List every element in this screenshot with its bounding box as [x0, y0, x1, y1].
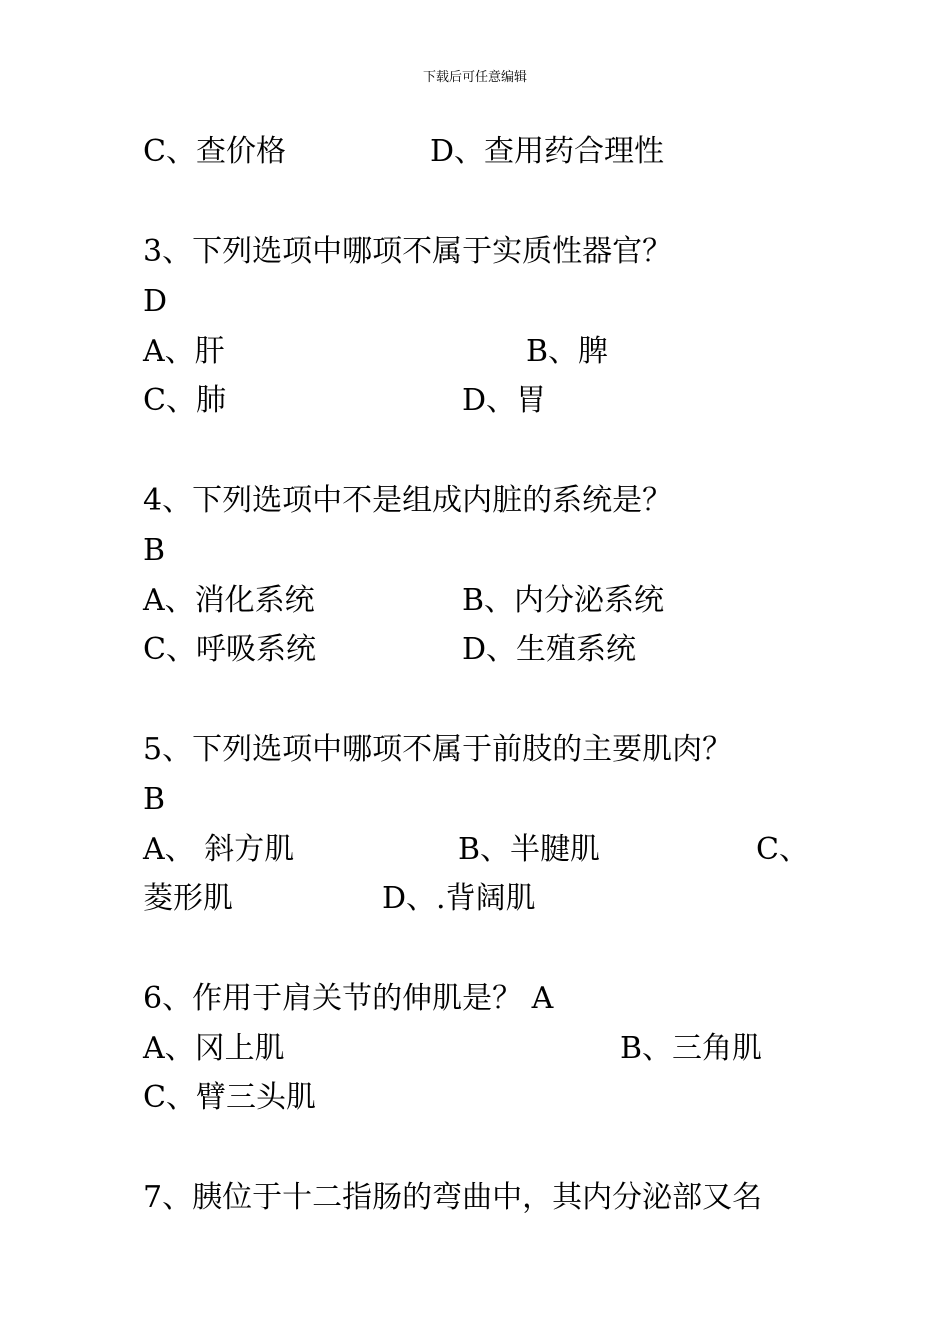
q6-option-c: C、臂三头肌: [143, 1080, 316, 1115]
q5-answer: B: [143, 782, 166, 817]
q3-answer: D: [143, 284, 168, 319]
q3-question: 3、下列选项中哪项不属于实质性器官？: [143, 234, 673, 269]
q6-option-b: B、三角肌: [620, 1031, 763, 1066]
q3-option-b: B、脾: [526, 334, 609, 369]
q6-question: 6、作用于肩关节的伸肌是？ A: [143, 981, 554, 1016]
q4-option-a: A、消化系统: [143, 583, 315, 618]
q4-option-d: D、生殖系统: [462, 632, 637, 667]
q2-option-c: C、查价格: [143, 134, 286, 169]
q5-option-c-prefix: C、: [756, 832, 809, 867]
q3-option-c: C、肺: [143, 383, 226, 418]
q3-option-a: A、肝: [143, 334, 225, 369]
q5-option-d: D、.背阔肌: [382, 881, 536, 916]
q5-option-a: A、 斜方肌: [143, 832, 295, 867]
q5-question: 5、下列选项中哪项不属于前肢的主要肌肉？: [143, 732, 733, 767]
q2-option-d: D、查用药合理性: [430, 134, 665, 169]
q5-option-b: B、半腱肌: [458, 832, 601, 867]
q4-option-c: C、呼吸系统: [143, 632, 316, 667]
page-header: 下载后可任意编辑: [422, 70, 527, 85]
q6-option-a: A、冈上肌: [143, 1031, 285, 1066]
q4-question: 4、下列选项中不是组成内脏的系统是？: [143, 483, 673, 518]
q4-option-b: B、内分泌系统: [462, 583, 665, 618]
q3-option-d: D、胃: [462, 383, 547, 418]
q7-question: 7、胰位于十二指肠的弯曲中，其内分泌部又名: [143, 1180, 763, 1215]
q4-answer: B: [143, 533, 166, 568]
q5-option-c-text: 菱形肌: [143, 881, 233, 916]
